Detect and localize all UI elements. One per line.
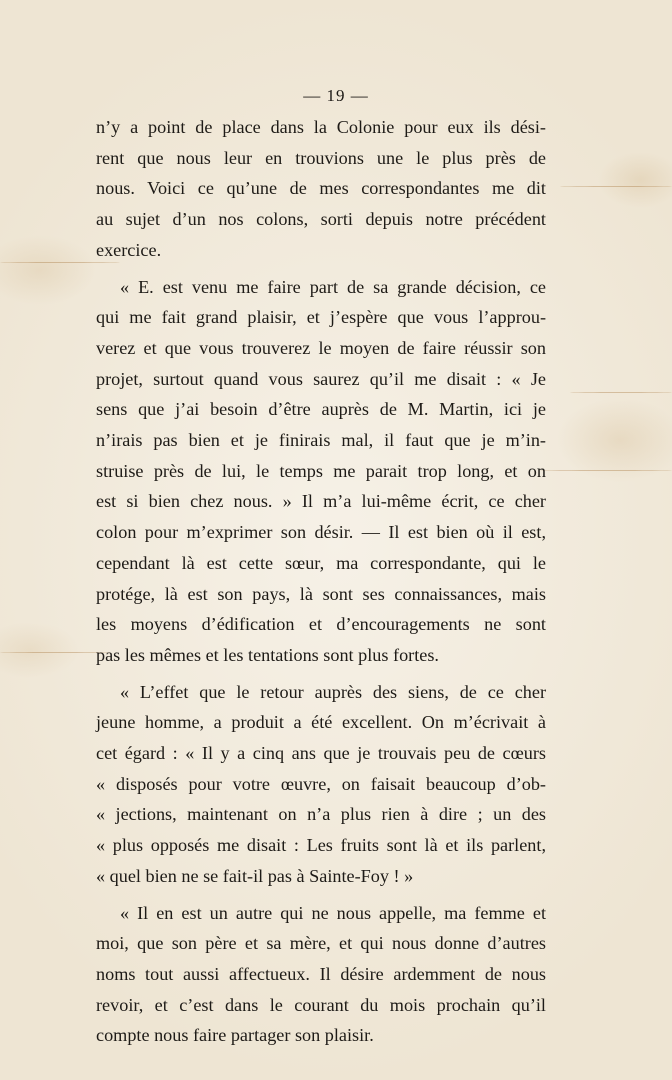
- text-line: nous. Voici ce qu’une de mes correspondantes me dit: [96, 178, 546, 199]
- text-line: « quel bien ne se fait-il pas à Sainte-Foy ! »: [96, 865, 414, 886]
- text-line: n’y a point de place dans la Colonie pour eux ils dési-: [96, 117, 546, 137]
- water-stain: [0, 652, 110, 653]
- water-stain: [560, 186, 672, 187]
- text-line: sens que j’ai besoin d’être auprès de M. Martin, ici je: [96, 399, 546, 420]
- text-line: jeune homme, a produit a été excellent. On m’écrivait à: [96, 712, 546, 733]
- text-line: exercice.: [96, 239, 162, 260]
- water-stain: [540, 470, 672, 471]
- text-line: « plus opposés me disait : Les fruits sont là et ils parlent,: [96, 835, 546, 856]
- text-line: au sujet d’un nos colons, sorti depuis notre précédent: [96, 209, 546, 230]
- text-line: protége, là est son pays, là sont ses connaissances, mais: [96, 583, 546, 604]
- text-line: projet, surtout quand vous saurez qu’il me disait : « Je: [96, 368, 546, 389]
- body-text: [96, 112, 546, 1051]
- text-line: « disposés pour votre œuvre, on faisait beaucoup d’ob-: [96, 773, 546, 794]
- text-line: moi, que son père et sa mère, et qui nous donne d’autres: [96, 933, 546, 954]
- text-line: les moyens d’édification et d’encouragements ne sont: [96, 614, 546, 635]
- text-line: compte nous faire partager son plaisir.: [96, 1025, 374, 1046]
- page-number: — 19 —: [303, 86, 369, 105]
- text-line: noms tout aussi affectueux. Il désire ardemment de nous: [96, 963, 546, 984]
- text-line: pas les mêmes et les tentations sont plus fortes.: [96, 644, 439, 665]
- text-line: verez et que vous trouverez le moyen de faire réussir son: [96, 337, 546, 358]
- text-line: « E. est venu me faire part de sa grande décision, ce: [120, 276, 546, 297]
- text-line: est si bien chez nous. » Il m’a lui-même écrit, ce cher: [96, 491, 546, 512]
- text-line: n’irais pas bien et je finirais mal, il faut que je m’in-: [96, 430, 546, 451]
- text-line: qui me fait grand plaisir, et j’espère que vous l’approu-: [96, 307, 546, 328]
- text-line: « jections, maintenant on n’a plus rien à dire ; un des: [96, 804, 546, 825]
- text-line: « L’effet que le retour auprès des siens, de ce cher: [120, 681, 546, 702]
- text-line: struise près de lui, le temps me parait trop long, et on: [96, 460, 546, 481]
- water-stain: [570, 392, 672, 393]
- text-line: cet égard : « Il y a cinq ans que je trouvais peu de cœurs: [96, 743, 546, 764]
- text-line: rent que nous leur en trouvions une le plus près de: [96, 147, 546, 168]
- text-line: colon pour m’exprimer son désir. — Il est bien où il est,: [96, 522, 546, 543]
- text-line: « Il en est un autre qui ne nous appelle, ma femme et: [120, 902, 546, 923]
- text-line: cependant là est cette sœur, ma correspondante, qui le: [96, 552, 546, 573]
- text-line: revoir, et c’est dans le courant du mois prochain qu’il: [96, 994, 546, 1015]
